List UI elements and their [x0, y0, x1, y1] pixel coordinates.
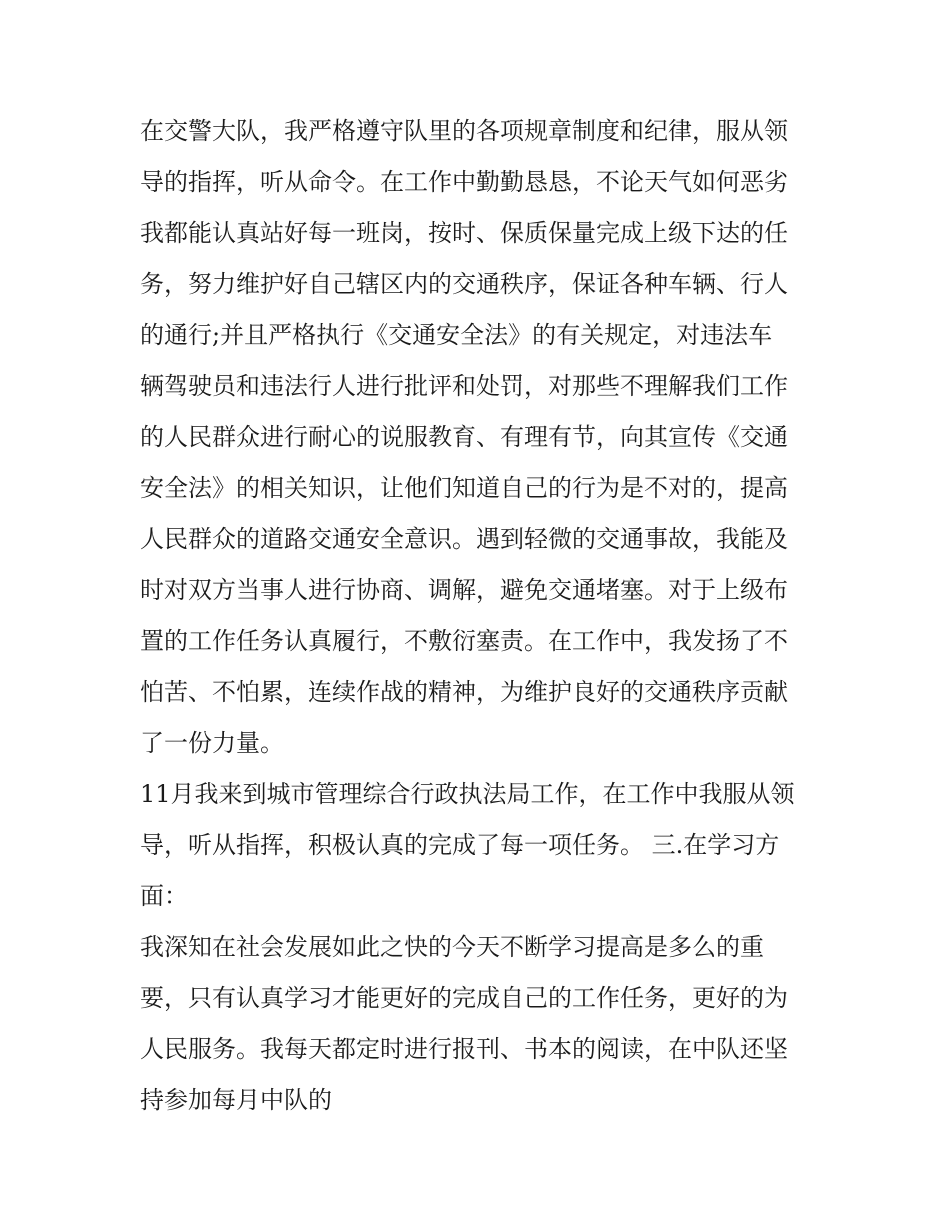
text-line: 了一份力量。: [140, 729, 284, 757]
text-line: 人民群众的道路交通安全意识。遇到轻微的交通事故，我能及: [140, 525, 788, 553]
text-line: 要，只有认真学习才能更好的完成自己的工作任务，更好的为: [140, 984, 788, 1012]
text-line: 11月我来到城市管理综合行政执法局工作，在工作中我服从领: [140, 780, 795, 808]
text-line: 的人民群众进行耐心的说服教育、有理有节，向其宣传《交通: [140, 423, 788, 451]
text-line: 时对双方当事人进行协商、调解，避免交通堵塞。对于上级布: [140, 576, 788, 604]
document-body: [140, 106, 812, 1126]
text-line: 面：: [140, 882, 188, 910]
text-line: 怕苦、不怕累，连续作战的精神，为维护良好的交通秩序贡献: [140, 678, 788, 706]
text-line: 在交警大队，我严格遵守队里的各项规章制度和纪律，服从领: [140, 117, 788, 145]
text-line: 导的指挥，听从命令。在工作中勤勤恳恳，不论天气如何恶劣: [140, 168, 788, 196]
text-line: 务，努力维护好自己辖区内的交通秩序，保证各种车辆、行人: [140, 270, 788, 298]
text-line: 我深知在社会发展如此之快的今天不断学习提高是多么的重: [140, 933, 764, 961]
text-line: 置的工作任务认真履行，不敷衍塞责。在工作中，我发扬了不: [140, 627, 788, 655]
text-line: 人民服务。我每天都定时进行报刊、书本的阅读，在中队还坚: [140, 1035, 788, 1063]
text-line: 安全法》的相关知识，让他们知道自己的行为是不对的，提高: [140, 474, 788, 502]
text-line: 的通行;并且严格执行《交通安全法》的有关规定，对违法车: [140, 321, 773, 349]
text-line: 导，听从指挥，积极认真的完成了每一项任务。 三.在学习方: [140, 831, 780, 859]
text-line: 我都能认真站好每一班岗，按时、保质保量完成上级下达的任: [140, 219, 788, 247]
text-line: 持参加每月中队的: [140, 1086, 332, 1114]
text-line: 辆驾驶员和违法行人进行批评和处罚，对那些不理解我们工作: [140, 372, 788, 400]
